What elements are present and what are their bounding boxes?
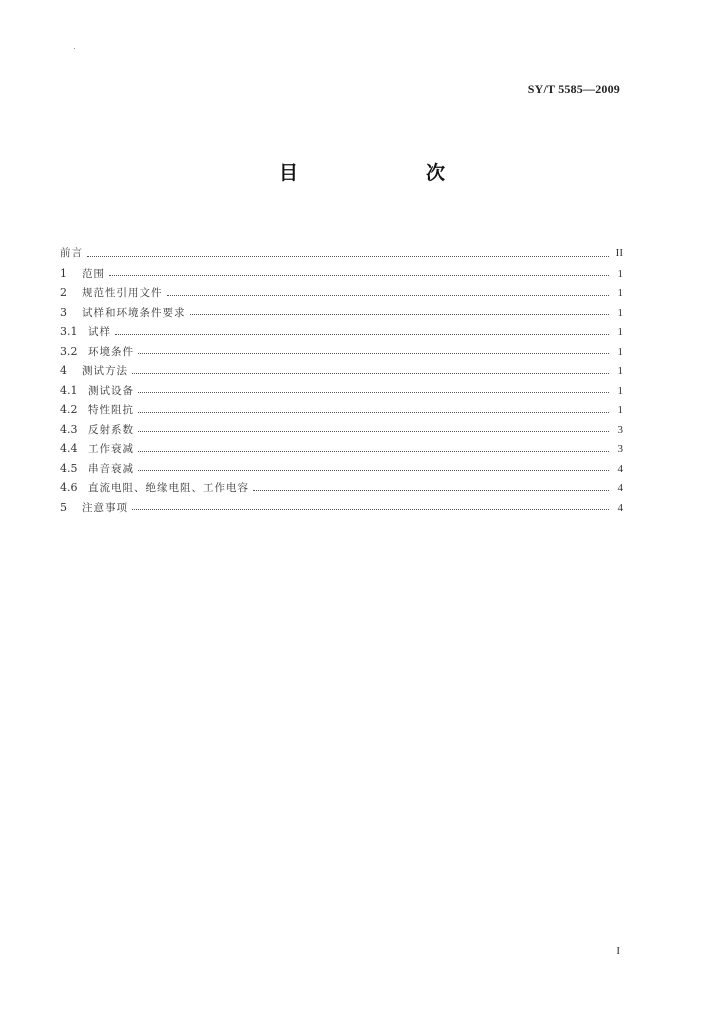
- toc-leader-dots: [138, 469, 609, 471]
- toc-entry-title: 直流电阻、绝缘电阻、工作电容: [88, 482, 249, 494]
- toc-leader-dots: [87, 255, 609, 257]
- toc-entry-number: 4.3: [60, 422, 78, 436]
- toc-entry-title: 试样和环境条件要求: [82, 306, 186, 319]
- toc-entry-page: 1: [617, 287, 623, 299]
- toc-entry-page: 1: [617, 384, 623, 397]
- toc-entry-page: 1: [617, 345, 623, 358]
- toc-entry-page: 4: [617, 501, 623, 514]
- toc-entry-number: 4.1: [60, 383, 78, 397]
- toc-entry-title: 串音衰减: [88, 462, 134, 475]
- toc-entry[interactable]: [60, 244, 623, 264]
- toc-entry-title: 环境条件: [88, 345, 134, 358]
- toc-entry-number: 1: [60, 266, 67, 280]
- toc-entry-number: 3.1: [60, 325, 78, 338]
- toc-leader-dots: [138, 352, 609, 354]
- toc-entry-title: 反射系数: [88, 423, 134, 436]
- toc-leader-dots: [190, 313, 610, 315]
- toc-leader-dots: [115, 333, 609, 335]
- toc-leader-dots: [109, 274, 609, 276]
- toc-entry-number: 3: [60, 305, 67, 319]
- toc-entry-title: 试样: [88, 326, 111, 338]
- toc-entry[interactable]: [60, 478, 623, 498]
- toc-leader-dots: [132, 508, 609, 510]
- toc-entry-number: 3.2: [60, 344, 78, 358]
- toc-entry[interactable]: [60, 342, 623, 362]
- toc-entry-title: 工作衰减: [88, 443, 134, 455]
- toc-entry-title: 前言: [60, 247, 83, 259]
- toc-entry-number: 4.5: [60, 461, 78, 475]
- toc-title: 目 次: [278, 162, 475, 184]
- toc-entry[interactable]: [60, 303, 623, 323]
- toc-entry[interactable]: [60, 381, 623, 401]
- toc-entry-page: 1: [617, 404, 623, 416]
- toc-leader-dots: [138, 430, 609, 432]
- toc-entry[interactable]: [60, 322, 623, 342]
- toc-leader-dots: [138, 411, 609, 413]
- toc-entry-title: 测试设备: [88, 384, 134, 397]
- toc-entry[interactable]: [60, 420, 623, 440]
- scan-speck: [74, 48, 75, 49]
- toc-entry[interactable]: [60, 361, 623, 381]
- page-number: I: [616, 945, 620, 957]
- toc-entry-number: 5: [60, 500, 67, 514]
- toc-leader-dots: [138, 450, 609, 452]
- toc-entry-page: 3: [617, 423, 623, 436]
- toc-entry-number: 4.6: [60, 481, 78, 494]
- toc-entry-title: 注意事项: [82, 501, 128, 514]
- toc-entry-page: 3: [617, 443, 623, 455]
- toc-entry[interactable]: [60, 498, 623, 518]
- toc-entry-number: 4.2: [60, 403, 78, 416]
- toc-entry-page: II: [615, 247, 623, 259]
- toc-entry-page: 4: [617, 482, 623, 494]
- toc-entry[interactable]: [60, 283, 623, 303]
- toc-entry[interactable]: [60, 459, 623, 479]
- toc-entry-page: 1: [617, 326, 623, 338]
- toc-leader-dots: [132, 372, 609, 374]
- toc-entry-title: 规范性引用文件: [82, 287, 163, 299]
- table-of-contents: [60, 244, 623, 517]
- toc-leader-dots: [167, 294, 610, 296]
- toc-leader-dots: [138, 391, 609, 393]
- toc-entry-title: 特性阻抗: [88, 404, 134, 416]
- toc-entry-page: 1: [617, 306, 623, 319]
- toc-entry[interactable]: [60, 264, 623, 284]
- toc-entry-title: 测试方法: [82, 365, 128, 377]
- toc-entry-number: 2: [60, 286, 67, 299]
- toc-entry-page: 4: [617, 462, 623, 475]
- toc-entry-title: 范围: [82, 267, 105, 280]
- toc-entry[interactable]: [60, 439, 623, 459]
- toc-leader-dots: [253, 489, 609, 491]
- toc-entry[interactable]: [60, 400, 623, 420]
- toc-entry-page: 1: [617, 267, 623, 280]
- toc-entry-number: 4.4: [60, 442, 78, 455]
- toc-entry-number: 4: [60, 364, 67, 377]
- standard-code: SY/T 5585—2009: [527, 82, 620, 96]
- toc-entry-page: 1: [617, 365, 623, 377]
